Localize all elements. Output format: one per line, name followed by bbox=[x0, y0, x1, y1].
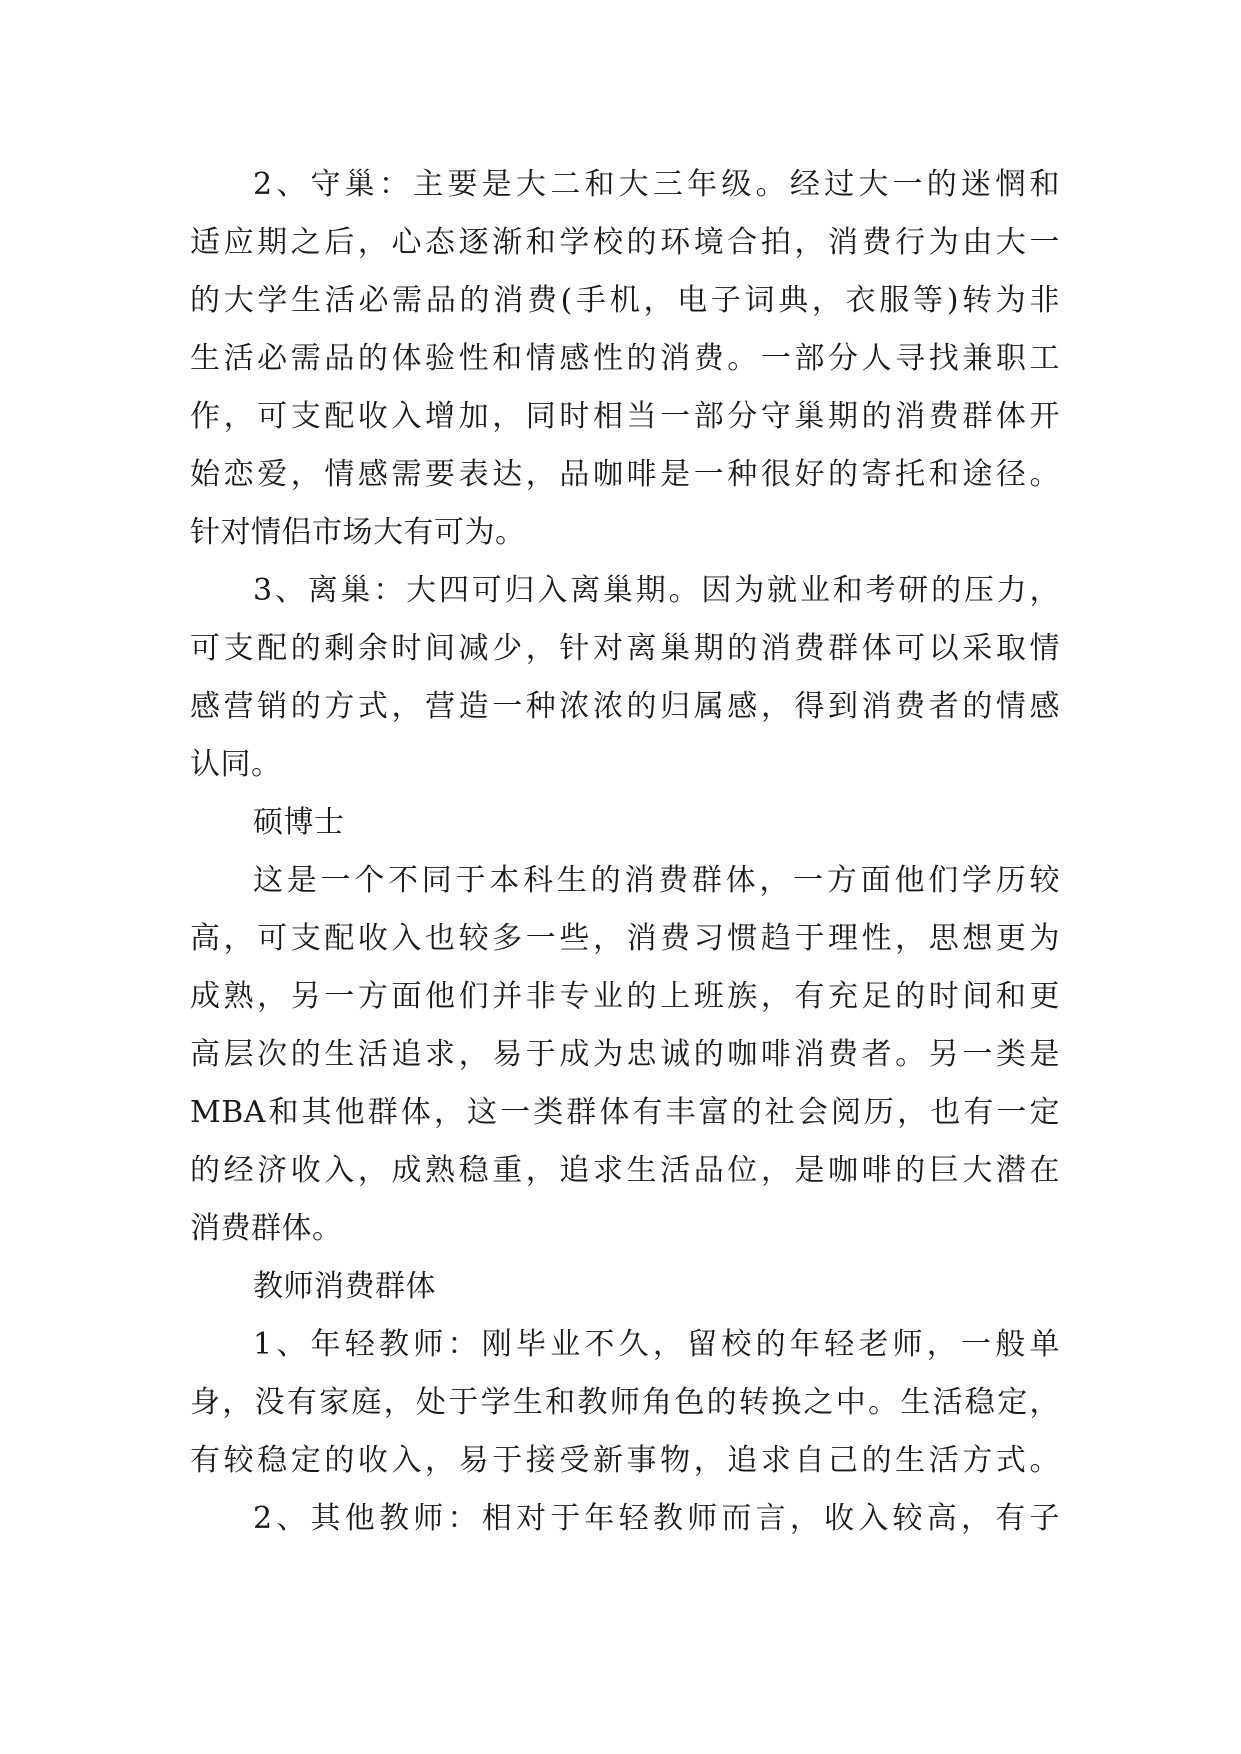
text-line: 的经济收入，成熟稳重，追求生活品位，是咖啡的巨大潜在 bbox=[190, 1153, 1060, 1188]
text-line: 的大学生活必需品的消费(手机，电子词典，衣服等)转为非 bbox=[190, 283, 1060, 318]
text-line: 作，可支配收入增加，同时相当一部分守巢期的消费群体开 bbox=[190, 399, 1060, 434]
text-line: 2、其他教师：相对于年轻教师而言，收入较高，有子 bbox=[253, 1501, 1060, 1536]
text-line: 消费群体。 bbox=[190, 1211, 343, 1246]
text-line: 这是一个不同于本科生的消费群体，一方面他们学历较 bbox=[253, 863, 1060, 898]
document-page bbox=[190, 156, 1060, 1548]
text-line: 有较稳定的收入，易于接受新事物，追求自己的生活方式。 bbox=[190, 1443, 1060, 1478]
text-line: 可支配的剩余时间减少，针对离巢期的消费群体可以采取情 bbox=[190, 631, 1060, 666]
text-line: 针对情侣市场大有可为。 bbox=[190, 515, 526, 550]
text-line: 3、离巢：大四可归入离巢期。因为就业和考研的压力， bbox=[253, 573, 1060, 608]
text-line: 2、守巢：主要是大二和大三年级。经过大一的迷惘和 bbox=[253, 167, 1060, 202]
text-line: 感营销的方式，营造一种浓浓的归属感，得到消费者的情感 bbox=[190, 689, 1060, 724]
text-line: 高层次的生活追求，易于成为忠诚的咖啡消费者。另一类是 bbox=[190, 1037, 1060, 1072]
text-line: 高，可支配收入也较多一些，消费习惯趋于理性，思想更为 bbox=[190, 921, 1060, 956]
text-line: 始恋爱，情感需要表达，品咖啡是一种很好的寄托和途径。 bbox=[190, 457, 1060, 492]
text-line: 成熟，另一方面他们并非专业的上班族，有充足的时间和更 bbox=[190, 979, 1060, 1014]
text-line: 生活必需品的体验性和情感性的消费。一部分人寻找兼职工 bbox=[190, 341, 1060, 376]
text-line: 硕博士 bbox=[253, 805, 345, 840]
text-line: 教师消费群体 bbox=[253, 1269, 436, 1304]
text-line: 认同。 bbox=[190, 747, 282, 782]
text-line: 适应期之后，心态逐渐和学校的环境合拍，消费行为由大一 bbox=[190, 225, 1060, 260]
text-line: 1、年轻教师：刚毕业不久，留校的年轻老师，一般单 bbox=[253, 1327, 1060, 1362]
text-line: MBA和其他群体，这一类群体有丰富的社会阅历，也有一定 bbox=[190, 1095, 1060, 1130]
text-line: 身，没有家庭，处于学生和教师角色的转换之中。生活稳定， bbox=[190, 1385, 1060, 1420]
